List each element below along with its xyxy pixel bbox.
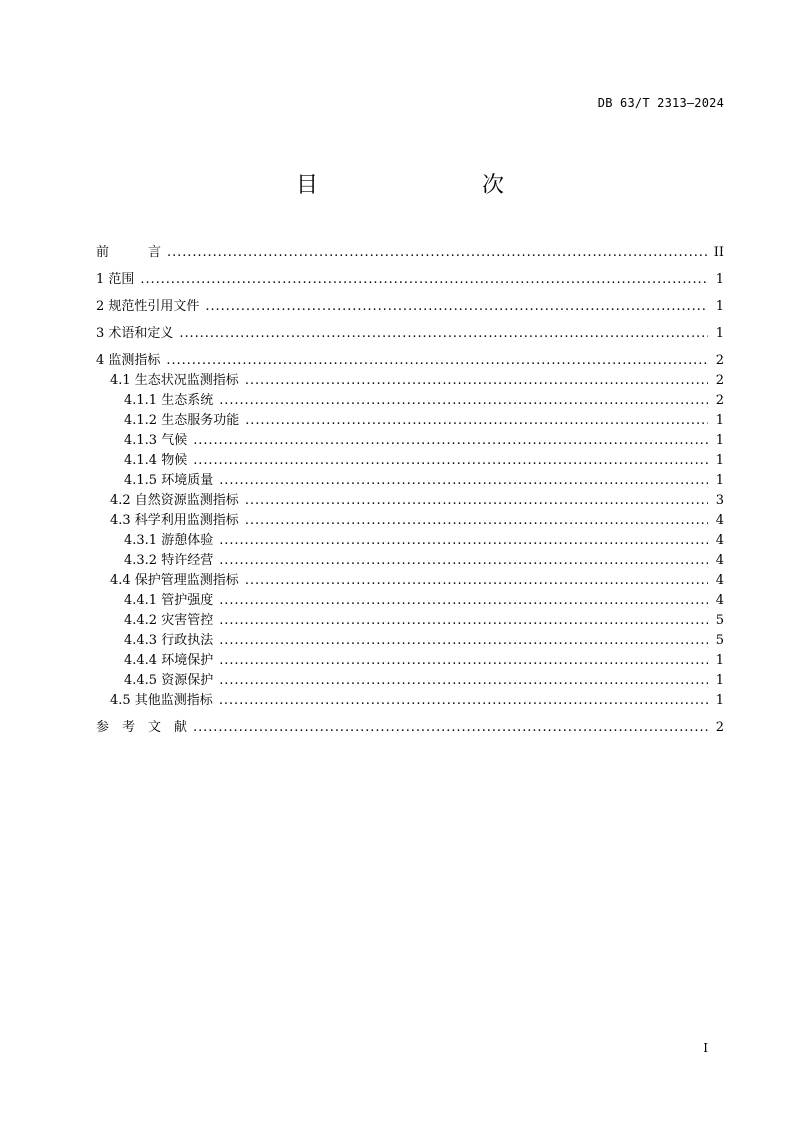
toc-entry[interactable]	[96, 511, 724, 531]
toc-dot-leader	[193, 431, 708, 451]
toc-entry[interactable]	[96, 691, 724, 711]
toc-entry-page: 1	[715, 673, 724, 688]
toc-dot-leader	[140, 270, 708, 290]
toc-entry[interactable]	[96, 297, 724, 317]
toc-entry[interactable]	[96, 391, 724, 411]
toc-entry[interactable]	[96, 431, 724, 451]
toc-entry[interactable]	[96, 451, 724, 471]
toc-dot-leader	[193, 451, 708, 471]
toc-dot-leader	[219, 651, 708, 671]
toc-entry-page: 4	[715, 573, 724, 588]
toc-entry-page: 5	[715, 633, 724, 648]
toc-entry-page: 5	[715, 613, 724, 628]
toc-entry-label: 4.1 生态状况监测指标	[110, 373, 239, 388]
toc-entry-label: 4.4.1 管护强度	[124, 593, 214, 608]
toc-dot-leader	[245, 571, 708, 591]
toc-entry[interactable]	[96, 631, 724, 651]
document-code: DB 63/T 2313—2024	[597, 96, 724, 110]
toc-entry[interactable]	[96, 551, 724, 571]
toc-entry-page: 1	[715, 299, 724, 314]
toc-entry-page: II	[713, 245, 724, 260]
toc-entry-page: 4	[715, 513, 724, 528]
toc-entry-label: 3 术语和定义	[96, 326, 174, 341]
toc-entry-label: 4.4.5 资源保护	[124, 673, 214, 688]
toc-entry-page: 1	[715, 326, 724, 341]
toc-entry-page: 1	[715, 693, 724, 708]
toc-entry-page: 4	[715, 593, 724, 608]
toc-entry-label: 4.3.2 特许经营	[124, 553, 214, 568]
toc-dot-leader	[245, 511, 708, 531]
toc-dot-leader	[219, 591, 708, 611]
page-title: 目 次	[295, 173, 544, 198]
toc-entry[interactable]	[96, 651, 724, 671]
toc-dot-leader	[167, 243, 708, 263]
toc-dot-leader	[179, 324, 708, 344]
toc-entry-label: 4.1.3 气候	[124, 433, 188, 448]
toc-entry-page: 2	[715, 353, 724, 368]
toc-dot-leader	[245, 491, 708, 511]
toc-entry-label: 4.4.3 行政执法	[124, 633, 214, 648]
toc-entry[interactable]	[96, 571, 724, 591]
toc-dot-leader	[219, 551, 708, 571]
toc-entry-label: 前 言	[96, 245, 162, 260]
toc-dot-leader	[219, 631, 708, 651]
toc-dot-leader	[245, 371, 708, 391]
toc-entry-page: 1	[715, 453, 724, 468]
toc-entry[interactable]	[96, 531, 724, 551]
toc-entry-page: 4	[715, 533, 724, 548]
toc-entry-page: 3	[715, 493, 724, 508]
toc-entry[interactable]	[96, 611, 724, 631]
toc-entry-label: 4.4 保护管理监测指标	[110, 573, 239, 588]
toc-dot-leader	[166, 351, 708, 371]
page-number: I	[703, 1041, 708, 1055]
toc-entry[interactable]	[96, 270, 724, 290]
toc-dot-leader	[193, 718, 708, 738]
toc-entry-page: 1	[715, 413, 724, 428]
toc-entry[interactable]	[96, 718, 724, 738]
toc-dot-leader	[219, 691, 708, 711]
toc-entry-label: 4.3.1 游憩体验	[124, 533, 214, 548]
toc-dot-leader	[219, 531, 708, 551]
toc-dot-leader	[205, 297, 708, 317]
toc-entry[interactable]	[96, 371, 724, 391]
toc-entry-label: 4.1.2 生态服务功能	[124, 413, 240, 428]
toc-entry[interactable]	[96, 411, 724, 431]
toc-entry-label: 4.1.5 环境质量	[124, 473, 214, 488]
table-of-contents	[96, 243, 724, 738]
toc-entry-page: 2	[715, 393, 724, 408]
toc-entry-label: 4 监测指标	[96, 353, 161, 368]
toc-entry-label: 4.1.4 物候	[124, 453, 188, 468]
toc-entry-label: 4.3 科学利用监测指标	[110, 513, 239, 528]
toc-entry-label: 4.5 其他监测指标	[110, 693, 213, 708]
toc-dot-leader	[219, 391, 708, 411]
toc-entry[interactable]	[96, 324, 724, 344]
toc-entry-label: 2 规范性引用文件	[96, 299, 200, 314]
toc-entry[interactable]	[96, 671, 724, 691]
toc-entry-page: 1	[715, 653, 724, 668]
toc-entry-label: 4.2 自然资源监测指标	[110, 493, 239, 508]
toc-entry-page: 2	[715, 373, 724, 388]
toc-entry[interactable]	[96, 591, 724, 611]
toc-entry[interactable]	[96, 243, 724, 263]
toc-entry-page: 1	[715, 473, 724, 488]
toc-entry[interactable]	[96, 351, 724, 371]
toc-entry[interactable]	[96, 491, 724, 511]
toc-entry[interactable]	[96, 471, 724, 491]
toc-entry-page: 1	[715, 272, 724, 287]
toc-entry-label: 参 考 文 献	[96, 720, 188, 735]
toc-entry-page: 4	[715, 553, 724, 568]
toc-entry-label: 4.1.1 生态系统	[124, 393, 214, 408]
toc-entry-label: 4.4.2 灾害管控	[124, 613, 214, 628]
toc-dot-leader	[219, 471, 708, 491]
toc-dot-leader	[219, 611, 708, 631]
toc-entry-label: 1 范围	[96, 272, 135, 287]
toc-entry-page: 2	[715, 720, 724, 735]
toc-dot-leader	[245, 411, 708, 431]
toc-entry-label: 4.4.4 环境保护	[124, 653, 214, 668]
toc-dot-leader	[219, 671, 708, 691]
toc-entry-page: 1	[715, 433, 724, 448]
